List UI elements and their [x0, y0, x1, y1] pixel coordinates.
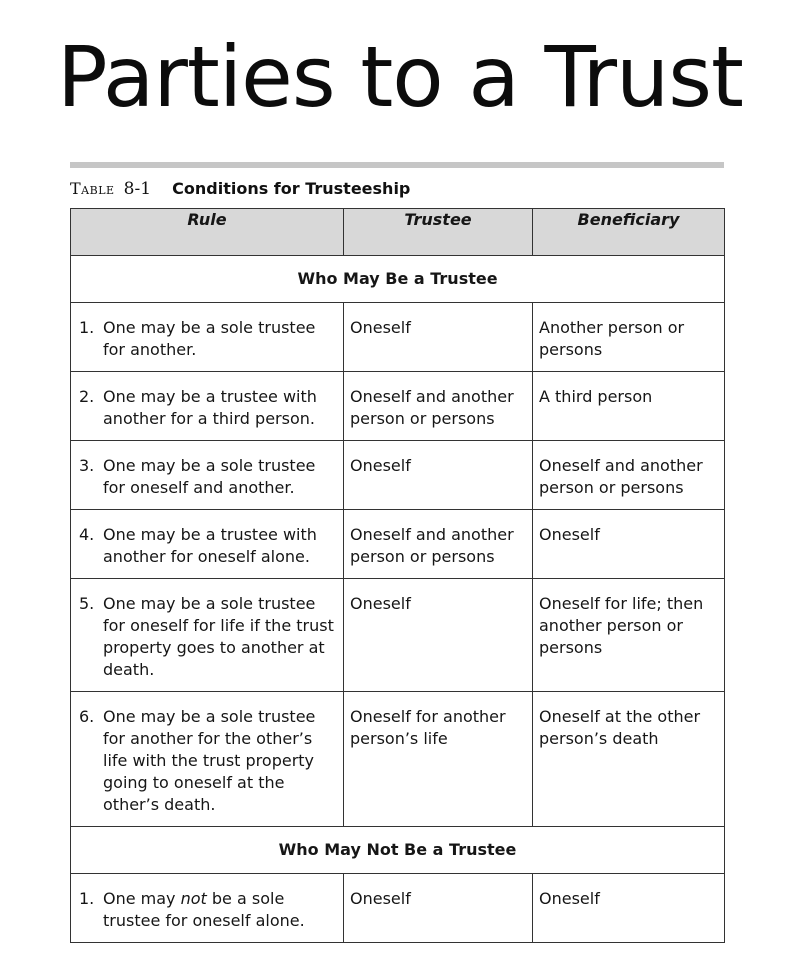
rule-text: One may be a sole trustee for another.	[103, 318, 316, 359]
trustee-text: Oneself and another person or persons	[350, 387, 514, 428]
rule-number: 1.	[79, 318, 95, 337]
trustee-text: Oneself and another person or persons	[350, 525, 514, 566]
table-row	[71, 303, 725, 372]
beneficiary-cell	[533, 579, 725, 692]
rule-cell	[71, 372, 344, 441]
slide-title: Parties to a Trust	[57, 28, 743, 126]
beneficiary-text: Oneself for life; then another person or persons	[539, 594, 704, 657]
table-row	[71, 510, 725, 579]
table-row	[71, 692, 725, 827]
beneficiary-text: Oneself	[539, 889, 600, 908]
rule-cell	[71, 579, 344, 692]
rule-cell	[71, 303, 344, 372]
section-heading: Who May Not Be a Trustee	[71, 827, 725, 874]
trustee-cell	[344, 372, 533, 441]
rule-number: 5.	[79, 594, 95, 613]
rule-number: 6.	[79, 707, 95, 726]
trustee-cell	[344, 874, 533, 943]
rule-text: One may be a trustee with another for a third person.	[103, 387, 317, 428]
title-divider	[70, 162, 724, 168]
beneficiary-text: Another person or persons	[539, 318, 685, 359]
rule-number: 2.	[79, 387, 95, 406]
rule-text: One may be a sole trustee for another for the other’s life with the trust property going to oneself at the other’s death.	[103, 707, 316, 814]
table-caption-number: 8-1	[123, 179, 152, 199]
rule-cell	[71, 874, 344, 943]
beneficiary-text: A third person	[539, 387, 653, 406]
beneficiary-text: Oneself at the other person’s death	[539, 707, 701, 748]
rule-number: 3.	[79, 456, 95, 475]
trustee-text: Oneself	[350, 456, 411, 475]
rule-cell	[71, 692, 344, 827]
beneficiary-cell	[533, 510, 725, 579]
rule-number: 4.	[79, 525, 95, 544]
trustee-cell	[344, 441, 533, 510]
rule-text-emphasis: not	[180, 889, 207, 908]
trustee-cell	[344, 692, 533, 827]
section-heading: Who May Be a Trustee	[71, 256, 725, 303]
section-heading-row	[71, 827, 725, 874]
rule-text: One may be a sole trustee for oneself for life if the trust property goes to another at death.	[103, 594, 334, 679]
rule-text: One may be a sole trustee for oneself and another.	[103, 456, 316, 497]
trustee-cell	[344, 510, 533, 579]
column-header-rule: Rule	[71, 209, 344, 256]
beneficiary-cell	[533, 692, 725, 827]
trustee-text: Oneself	[350, 318, 411, 337]
trustee-text: Oneself for another person’s life	[350, 707, 506, 748]
table-row	[71, 874, 725, 943]
rule-text-after: be a sole trustee for oneself alone.	[103, 889, 305, 930]
rule-number: 1.	[79, 889, 95, 908]
table-caption-title: Conditions for Trusteeship	[172, 179, 411, 198]
trustee-text: Oneself	[350, 889, 411, 908]
table-row	[71, 372, 725, 441]
beneficiary-text: Oneself and another person or persons	[539, 456, 703, 497]
beneficiary-cell	[533, 874, 725, 943]
column-header-beneficiary: Beneficiary	[533, 209, 725, 256]
column-header-trustee: Trustee	[344, 209, 533, 256]
beneficiary-text: Oneself	[539, 525, 600, 544]
trustee-cell	[344, 303, 533, 372]
rule-cell	[71, 441, 344, 510]
table-row	[71, 579, 725, 692]
section-heading-row	[71, 256, 725, 303]
rule-text-before: One may	[103, 889, 181, 908]
table-caption-label: Table	[70, 179, 115, 198]
rule-text	[103, 888, 337, 932]
rule-text: One may be a trustee with another for oneself alone.	[103, 525, 317, 566]
table-row	[71, 441, 725, 510]
beneficiary-cell	[533, 372, 725, 441]
rule-cell	[71, 510, 344, 579]
table-header-row	[71, 209, 725, 256]
beneficiary-cell	[533, 441, 725, 510]
beneficiary-cell	[533, 303, 725, 372]
conditions-table	[70, 208, 725, 943]
trustee-cell	[344, 579, 533, 692]
table-caption	[70, 176, 410, 202]
trustee-text: Oneself	[350, 594, 411, 613]
